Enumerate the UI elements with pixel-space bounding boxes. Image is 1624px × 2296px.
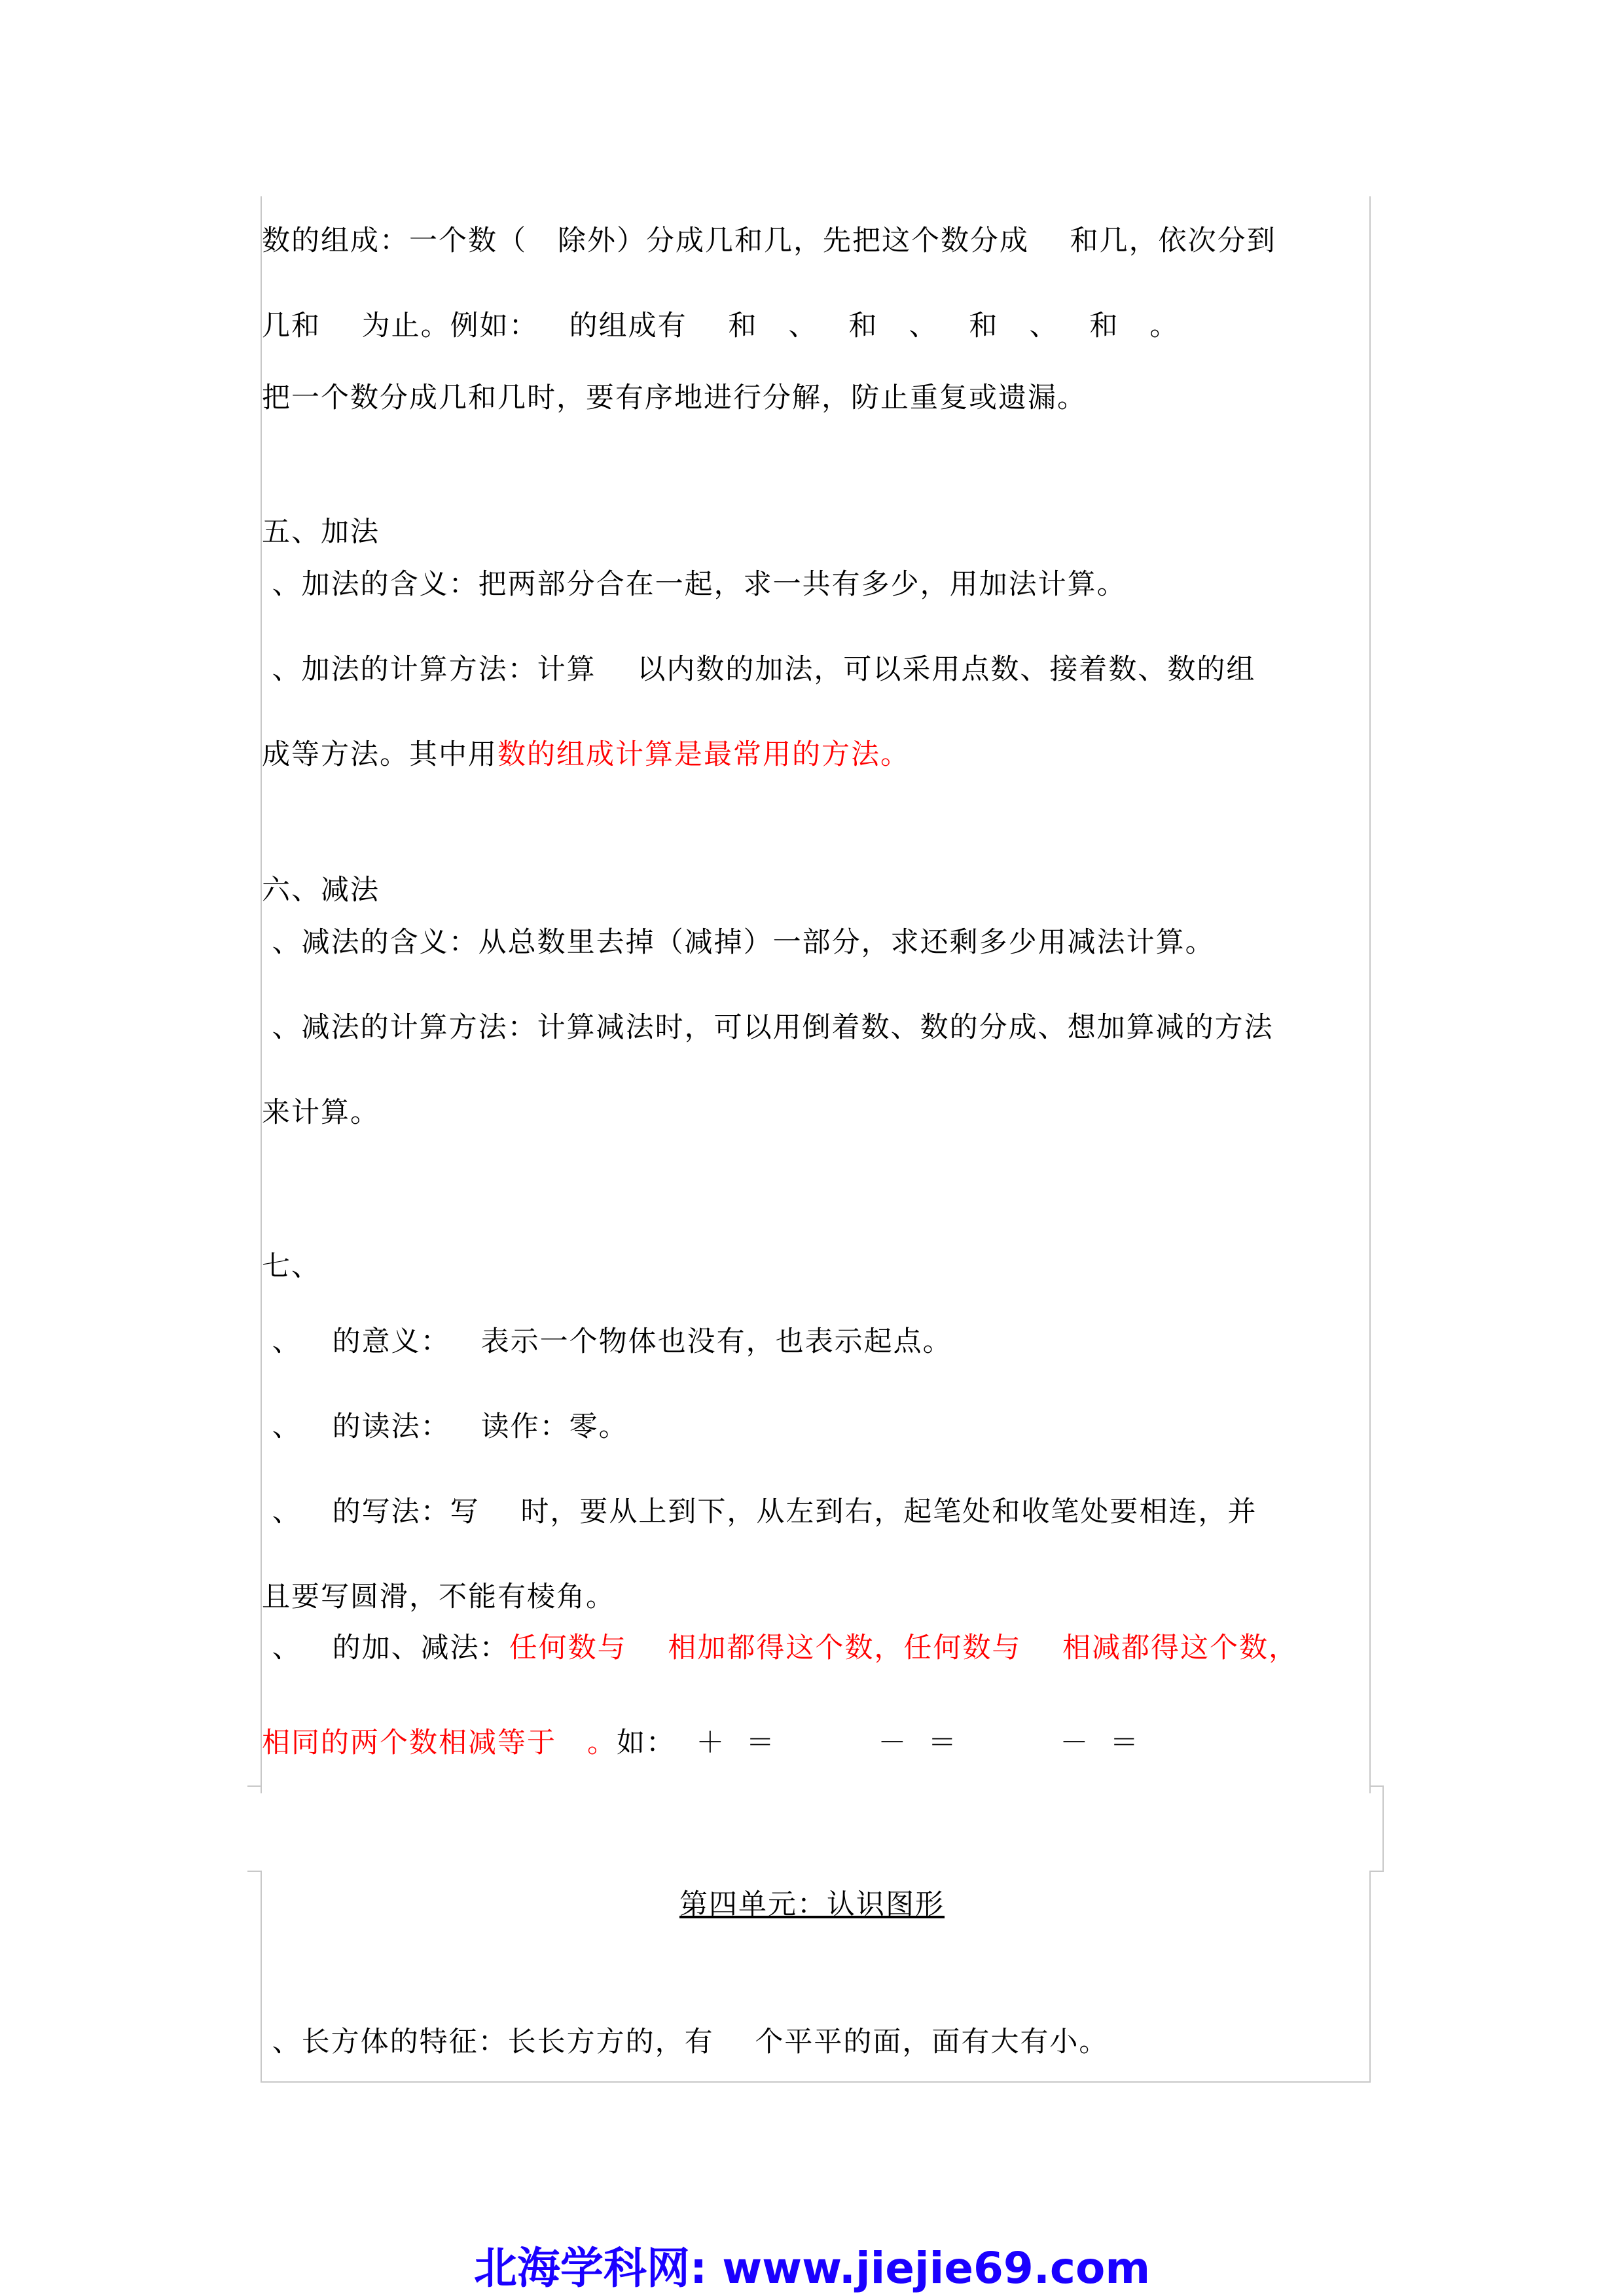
- page-border-bottom: [261, 2081, 1371, 2083]
- addition-item-2: 、加法的计算方法：计算 以内数的加法，可以采用点数、接着数、数的组: [262, 653, 1256, 686]
- page-border-right-top: [1369, 196, 1371, 1793]
- addition-item-2-cont: [262, 735, 910, 774]
- addition-item-2-cont-plain: 成等方法。其中用: [262, 738, 497, 771]
- composition-line-2: 几和 为止。例如： 的组成有 和 、 和 、 和 、 和 。: [262, 310, 1180, 342]
- addition-highlight: 数的组成计算是最常用的方法。: [497, 738, 910, 771]
- page-break-mark-left: [247, 1785, 262, 1787]
- page-break-mark-right-2: [1369, 1871, 1384, 1872]
- addition-item-1: 、加法的含义：把两部分合在一起，求一共有多少，用加法计算。: [262, 568, 1127, 601]
- footer-url[interactable]: www.jiejie69.com: [707, 2243, 1151, 2293]
- addition-heading: 五、加法: [262, 516, 380, 548]
- subtraction-item-2-cont: 来计算。: [262, 1096, 380, 1129]
- page-border-left-top: [261, 196, 262, 1793]
- zero-item-4-cont: [262, 1723, 1140, 1763]
- footer-watermark: [0, 2242, 1624, 2295]
- zero-item-2: 、 的读法： 读作：零。: [262, 1410, 628, 1443]
- zero-item-1: 、 的意义： 表示一个物体也没有，也表示起点。: [262, 1325, 952, 1358]
- footer-site-name: 北海学科网:: [473, 2243, 708, 2293]
- composition-line-3: 把一个数分成几和几时，要有序地进行分解，防止重复或遗漏。: [262, 382, 1087, 414]
- page-break-tick-right: [1382, 1785, 1384, 1871]
- unit-4-title: 第四单元：认识图形: [679, 1888, 945, 1921]
- zero-heading: 七、: [262, 1250, 321, 1283]
- zero-item-3: 、 的写法：写 时，要从上到下，从左到右，起笔处和收笔处要相连，并: [262, 1496, 1257, 1528]
- composition-line-1: 数的组成：一个数（ 除外）分成几和几，先把这个数分成 和几，依次分到: [262, 224, 1276, 257]
- zero-item-4-cont-highlight: 相同的两个数相减等于 。: [262, 1727, 617, 1759]
- zero-item-3-cont: 且要写圆滑，不能有棱角。: [262, 1581, 615, 1613]
- page-break-mark-right: [1369, 1785, 1384, 1787]
- zero-item-4-examples: 如： ＋ ＝ － ＝ － ＝: [617, 1727, 1140, 1759]
- subtraction-item-2: 、减法的计算方法：计算减法时，可以用倒着数、数的分成、想加算减的方法: [262, 1011, 1274, 1044]
- zero-item-4-plain: 、 的加、减法：: [262, 1632, 509, 1664]
- zero-item-4-highlight: 任何数与 相加都得这个数，任何数与 相减都得这个数，: [509, 1632, 1299, 1664]
- zero-item-4: [262, 1628, 1298, 1668]
- subtraction-item-1: 、减法的含义：从总数里去掉（减掉）一部分，求还剩多少用减法计算。: [262, 926, 1215, 959]
- page-break-mark-left-2: [247, 1871, 262, 1872]
- subtraction-heading: 六、减法: [262, 874, 380, 906]
- unit-4-item-1: 、长方体的特征：长长方方的，有 个平平的面，面有大有小。: [262, 2026, 1109, 2058]
